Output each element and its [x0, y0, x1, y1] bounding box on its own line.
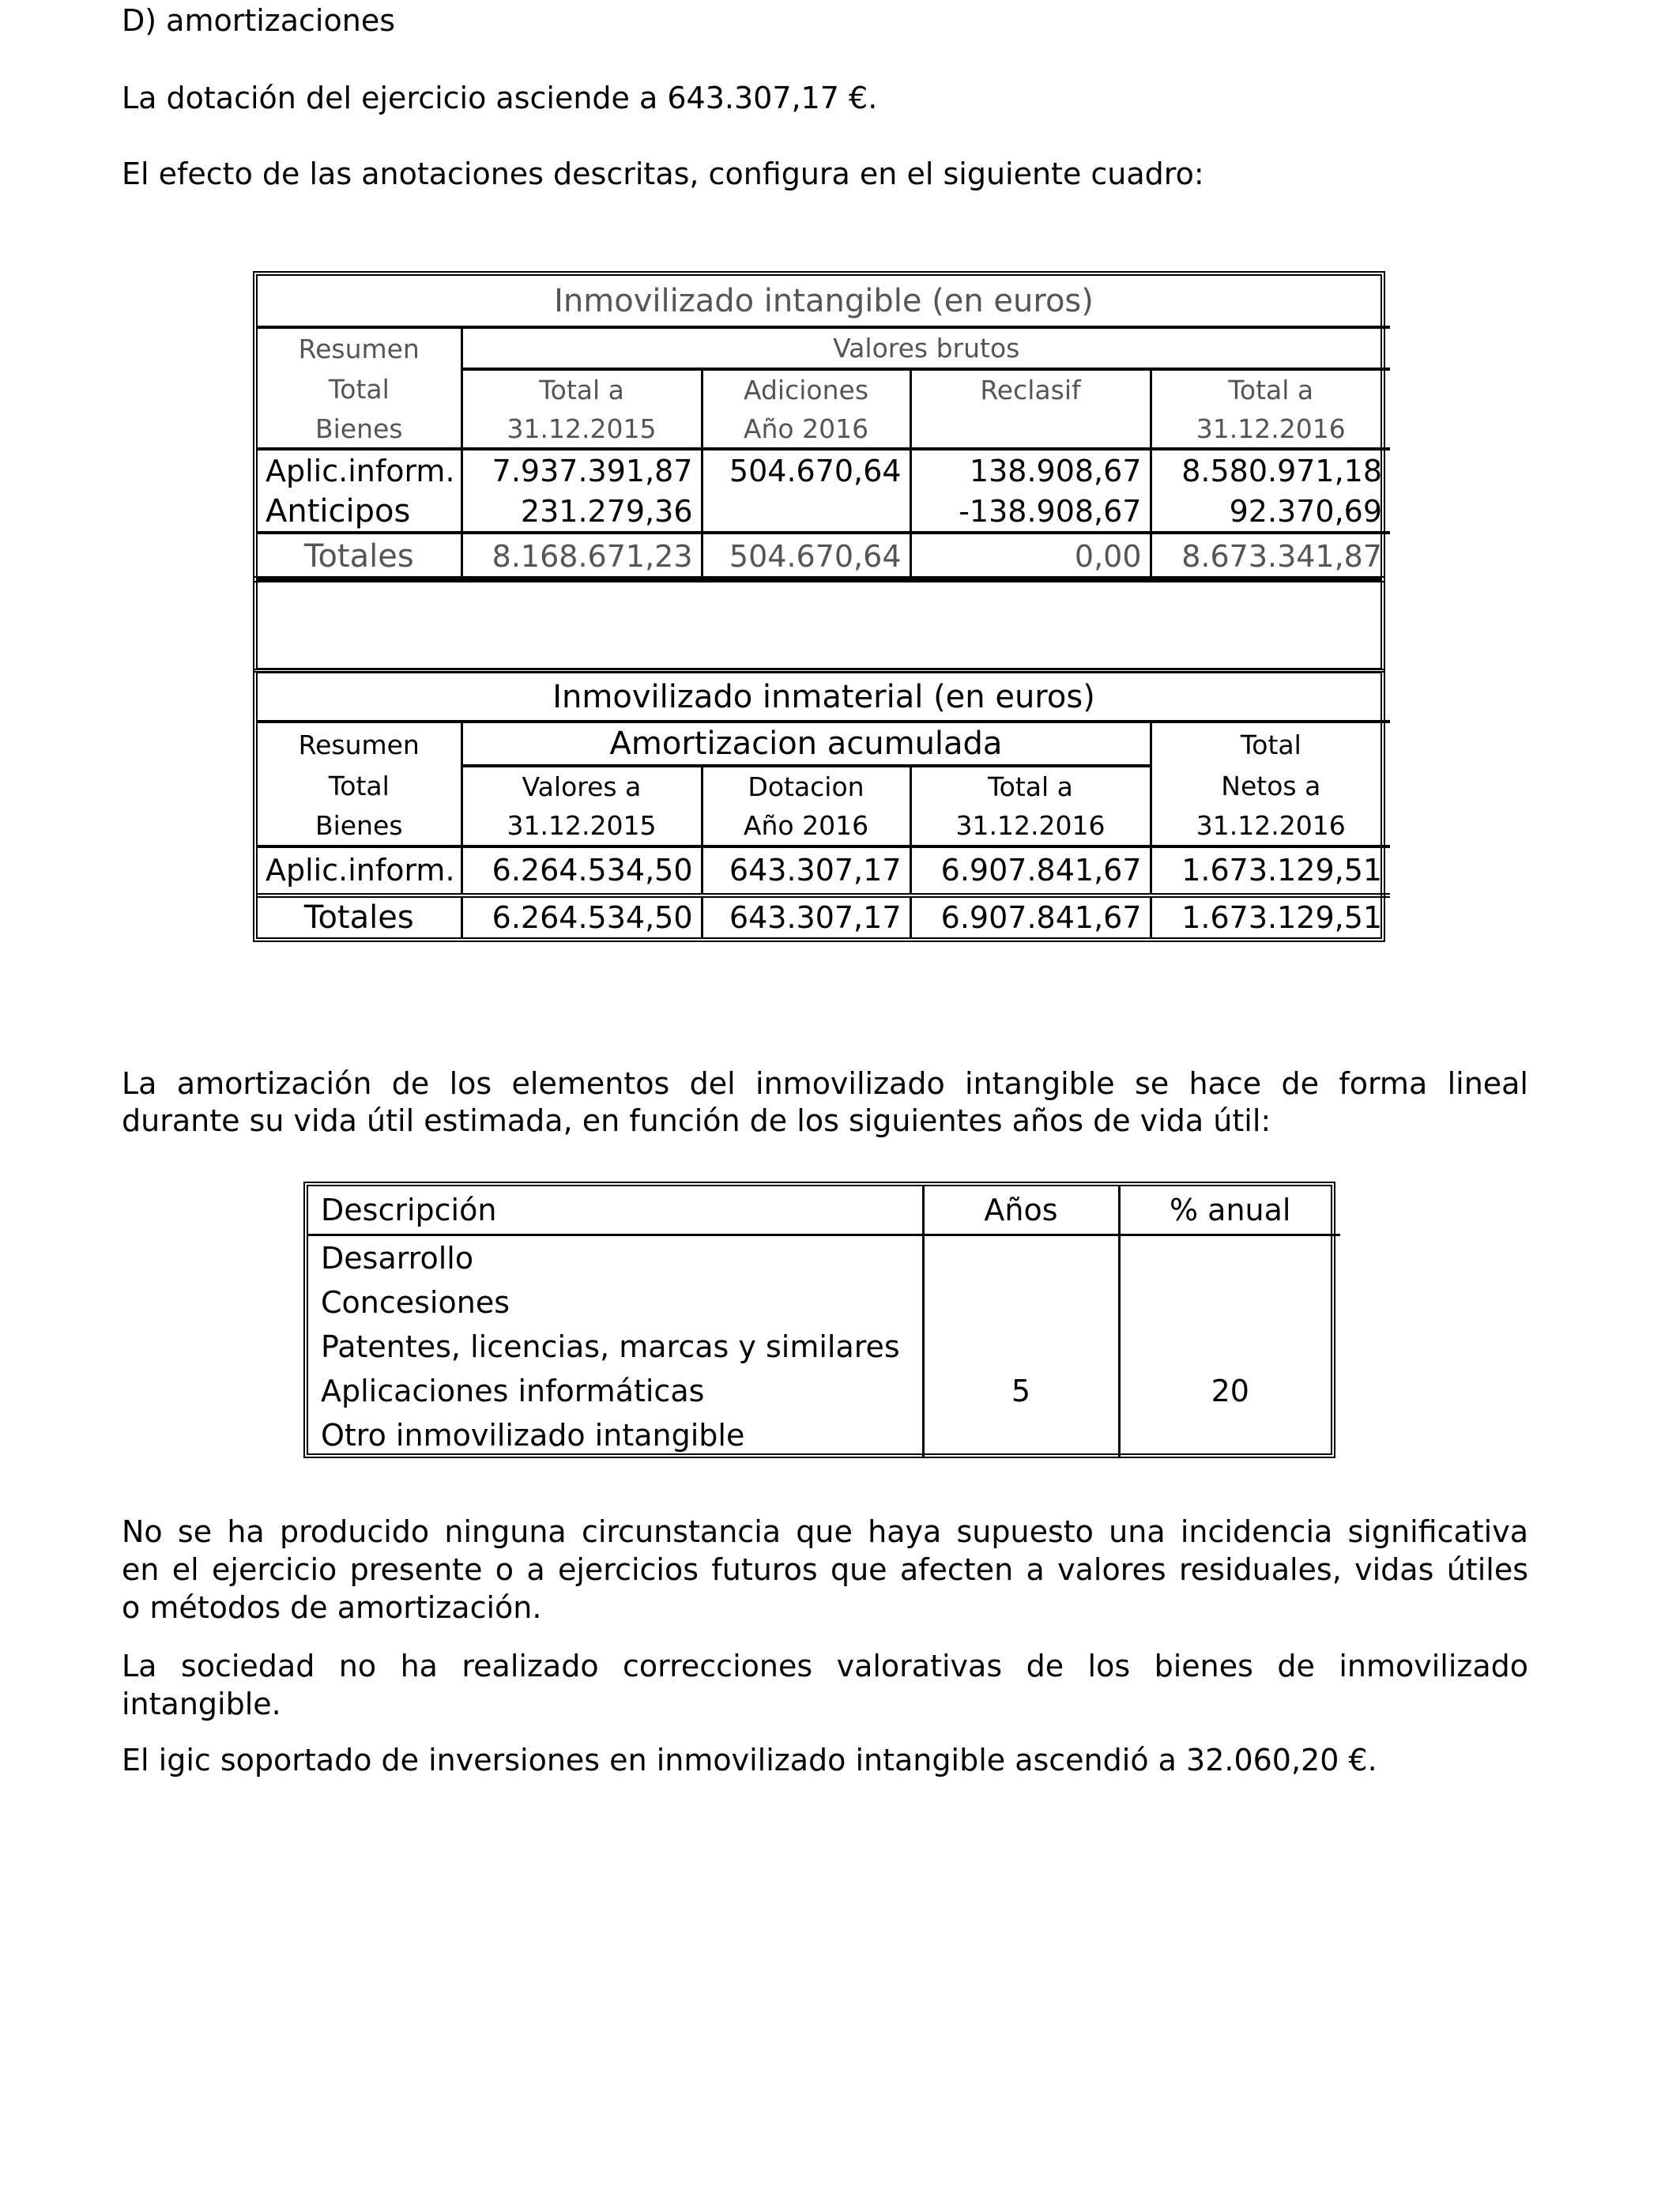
amort-h1a: Valores a [461, 766, 702, 806]
amort-row-value: 643.307,17 [702, 846, 910, 895]
vida-util-descripciones [308, 1235, 923, 1458]
paragraph-sociedad-line2: intangible. [122, 1687, 281, 1721]
amort-totals-label: Totales [258, 895, 461, 937]
amort-row-value: 6.264.534,50 [461, 846, 702, 895]
amort-title: Inmovilizado inmaterial (en euros) [258, 673, 1390, 722]
intangible-totals-value: 504.670,64 [702, 533, 910, 578]
intangible-row-value: 504.670,64 [702, 449, 910, 491]
amort-h1b: 31.12.2015 [461, 806, 702, 846]
paragraph-amortizacion-line2: durante su vida útil estimada, en función de los siguientes años de vida útil: [122, 1103, 1271, 1138]
amort-resumen: Resumen [298, 729, 420, 760]
list-item: Desarrollo [321, 1241, 474, 1276]
amort-row-value: 1.673.129,51 [1151, 846, 1390, 895]
intangible-row-value: 92.370,69 [1151, 491, 1390, 533]
vida-util-anos: 5 [923, 1235, 1119, 1458]
amort-h3b: 31.12.2016 [910, 806, 1151, 846]
intro-dotacion: La dotación del ejercicio asciende a 643.307,17 €. [122, 81, 878, 115]
intangible-row-value: 7.937.391,87 [461, 449, 702, 491]
amort-h4a: Netos a [1151, 766, 1390, 806]
intangible-h4a: Total a [1151, 369, 1390, 409]
amort-col-total: Total [328, 770, 390, 801]
amort-h4t: Total [1151, 722, 1390, 765]
paragraph-no-incidencia-line3: o métodos de amortización. [122, 1590, 542, 1625]
intangible-row-value: 8.580.971,18 [1151, 449, 1390, 491]
intangible-valores-brutos: Valores brutos [461, 327, 1390, 369]
paragraph-no-incidencia-line2: en el ejercicio presente o a ejercicios futuros que afecten a valores residuales, vidas útiles [122, 1552, 1528, 1587]
amort-h4b: 31.12.2016 [1151, 806, 1390, 846]
intangible-h3b [910, 409, 1151, 450]
intro-efecto: El efecto de las anotaciones descritas, configura en el siguiente cuadro: [122, 156, 1204, 191]
intangible-totals-value: 0,00 [910, 533, 1151, 578]
intangible-totals-value: 8.673.341,87 [1151, 533, 1390, 578]
paragraph-amortizacion-line1: La amortización de los elementos del inmovilizado intangible se hace de forma lineal [122, 1066, 1528, 1101]
list-item: Otro inmovilizado intangible [321, 1418, 745, 1453]
vida-util-header-descripcion: Descripción [308, 1186, 923, 1235]
list-item: Concesiones [321, 1285, 510, 1320]
amort-row-value: 6.907.841,67 [910, 846, 1151, 895]
amort-totals-value: 1.673.129,51 [1151, 895, 1390, 937]
intangible-row-value: 138.908,67 [910, 449, 1151, 491]
amort-h2b: Año 2016 [702, 806, 910, 846]
amort-h2a: Dotacion [702, 766, 910, 806]
intangible-row-label: Anticipos [266, 492, 411, 530]
amort-totals-value: 6.264.534,50 [461, 895, 702, 937]
intangible-h1a: Total a [461, 369, 702, 409]
vida-util-header-pct: % anual [1119, 1186, 1340, 1235]
intangible-h4b: 31.12.2016 [1151, 409, 1390, 450]
amort-totals-value: 643.307,17 [702, 895, 910, 937]
amort-totals-value: 6.907.841,67 [910, 895, 1151, 937]
intangible-col-bienes: Bienes [315, 413, 403, 444]
intangible-row-label: Aplic.inform. [258, 449, 461, 491]
intangible-h2a: Adiciones [702, 369, 910, 409]
list-item: Patentes, licencias, marcas y similares [321, 1329, 900, 1364]
intangible-row-value: -138.908,67 [910, 491, 1151, 533]
intangible-totals-label: Totales [258, 533, 461, 578]
intangible-row-value: 231.279,36 [461, 491, 702, 533]
intangible-col-total: Total [328, 373, 390, 405]
intangible-title: Inmovilizado intangible (en euros) [258, 276, 1390, 327]
amort-row-label: Aplic.inform. [258, 846, 461, 895]
empty-separator-box [253, 576, 1385, 673]
amort-col-bienes: Bienes [315, 810, 403, 842]
list-item: Aplicaciones informáticas [321, 1374, 705, 1408]
intangible-h2b: Año 2016 [702, 409, 910, 450]
intangible-row-value [702, 491, 910, 533]
amortizacion-table [253, 669, 1385, 942]
vida-util-pct: 20 [1119, 1235, 1340, 1458]
section-heading: D) amortizaciones [122, 3, 395, 38]
intangible-table [253, 271, 1385, 582]
intangible-resumen: Resumen [298, 333, 420, 364]
intangible-h3a: Reclasif [910, 369, 1151, 409]
amort-acumulada-header: Amortizacion acumulada [461, 722, 1151, 765]
vida-util-table [303, 1182, 1335, 1458]
paragraph-no-incidencia-line1: No se ha producido ninguna circunstancia que haya supuesto una incidencia significativa [122, 1514, 1528, 1549]
intangible-h1b: 31.12.2015 [461, 409, 702, 450]
vida-util-header-anos: Años [923, 1186, 1119, 1235]
intangible-totals-value: 8.168.671,23 [461, 533, 702, 578]
paragraph-igic: El igic soportado de inversiones en inmovilizado intangible ascendió a 32.060,20 €. [122, 1743, 1377, 1777]
amort-h3a: Total a [910, 766, 1151, 806]
paragraph-sociedad-line1: La sociedad no ha realizado correcciones valorativas de los bienes de inmovilizado [122, 1649, 1528, 1683]
